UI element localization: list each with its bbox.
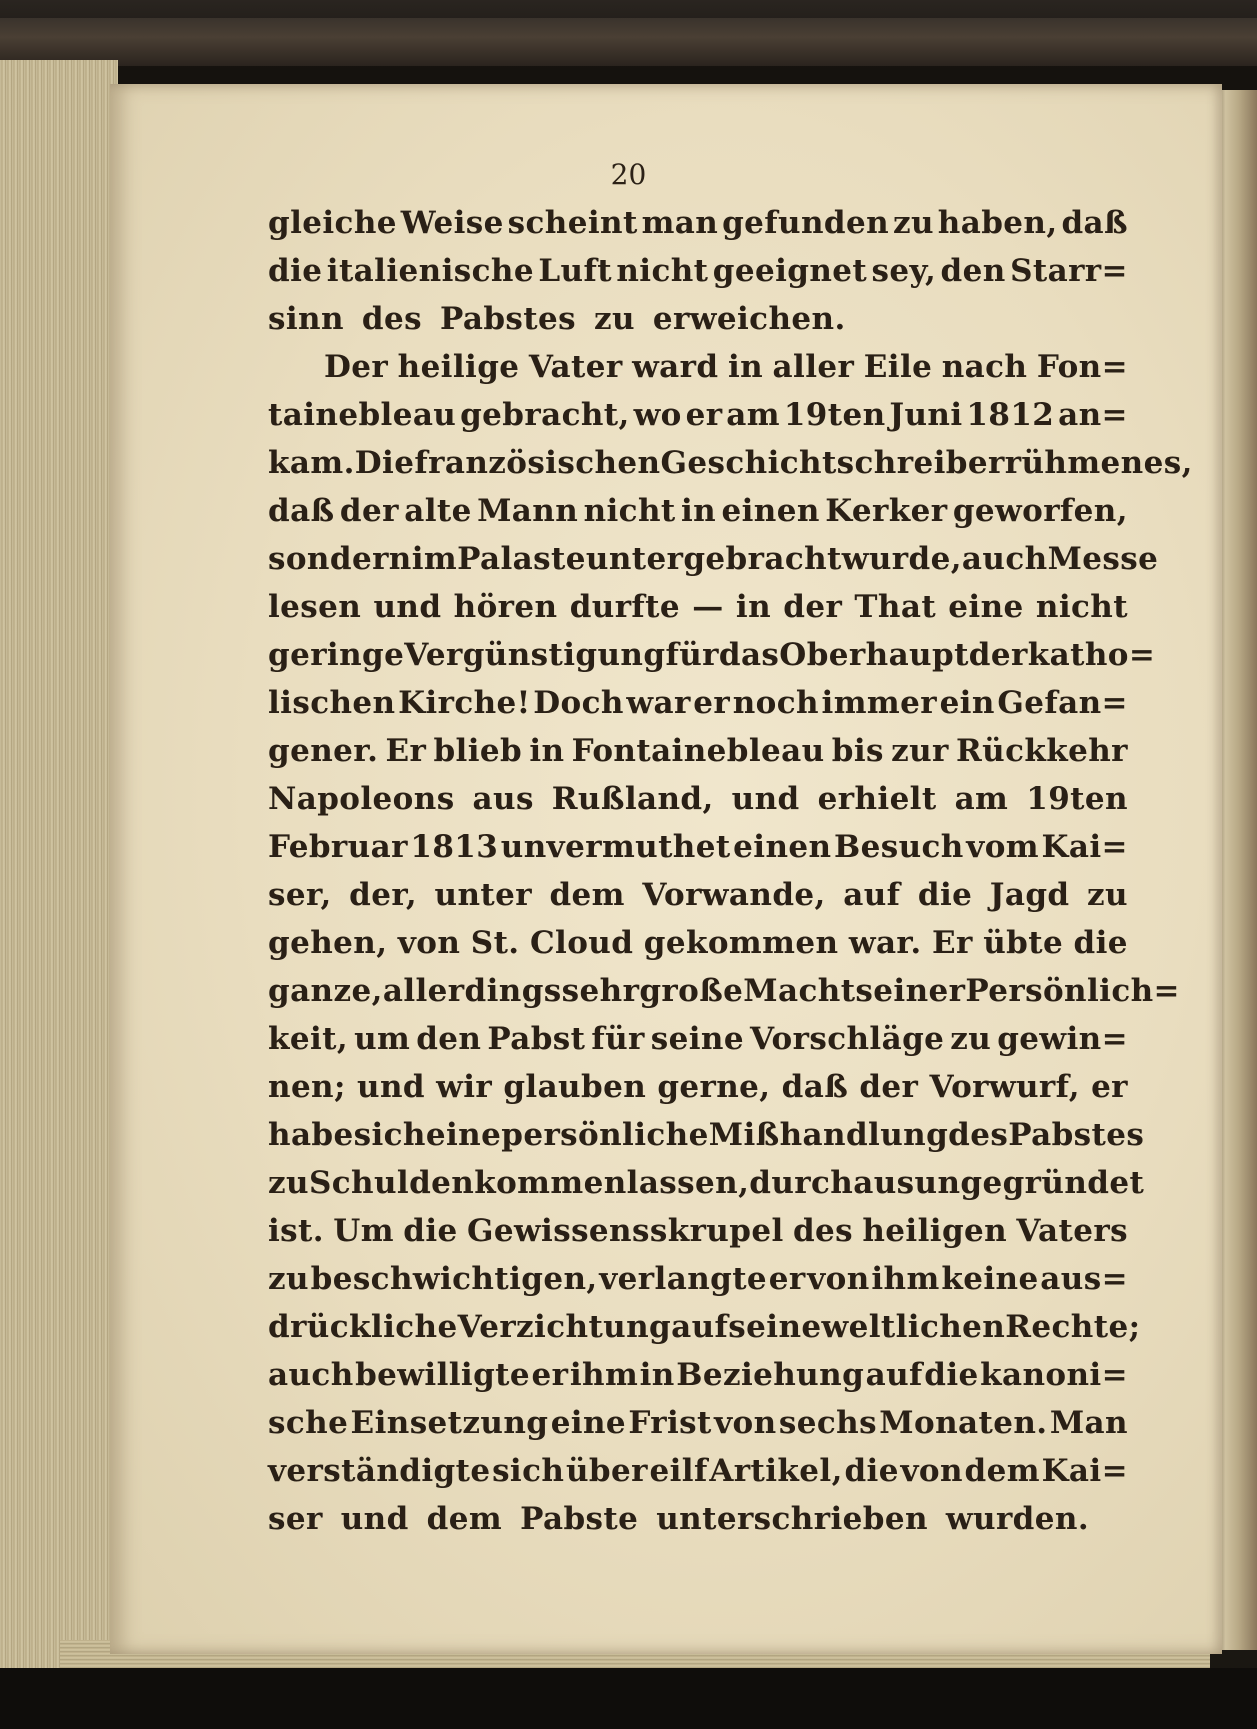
word: durchaus	[749, 1165, 915, 1201]
word: heilige	[397, 349, 520, 385]
word: allerdings	[382, 973, 562, 1009]
word: Kai=	[1041, 1453, 1128, 1489]
word: ser,	[268, 877, 332, 913]
word: auch	[961, 541, 1048, 577]
word: Weise	[400, 205, 504, 241]
word: französischen	[414, 445, 661, 481]
word: Mann	[477, 493, 579, 529]
word: Vaters	[1016, 1213, 1128, 1249]
word: für	[665, 637, 719, 673]
word: in	[727, 349, 764, 385]
word: Er	[385, 733, 427, 769]
word: kanoni=	[980, 1357, 1128, 1393]
word: Der	[324, 349, 389, 385]
word: er	[693, 685, 731, 721]
word: sechs	[778, 1405, 877, 1441]
word: im	[411, 541, 458, 577]
word: Eile	[863, 349, 933, 385]
word: verständigte	[268, 1453, 491, 1489]
word: keine	[941, 1261, 1039, 1297]
word: alte	[404, 493, 472, 529]
word: nicht	[583, 493, 676, 529]
word: Pabst	[487, 1021, 586, 1057]
word: nicht	[616, 253, 709, 289]
text-line	[268, 925, 1128, 973]
word: unter	[434, 877, 532, 913]
word: gleiche	[268, 205, 397, 241]
word: Gewissensskrupel	[466, 1213, 784, 1249]
word: scheint	[507, 205, 638, 241]
word: —	[692, 589, 724, 625]
word: und	[373, 589, 442, 625]
word: nen;	[268, 1069, 346, 1105]
word: Pabstes	[439, 301, 576, 337]
word: Jagd	[989, 877, 1070, 913]
word: Rußland,	[551, 781, 714, 817]
word: den	[940, 253, 1006, 289]
word: Vorschläge	[749, 1021, 945, 1057]
word: 1813	[410, 829, 499, 865]
word: Doch	[533, 685, 624, 721]
word: nach	[941, 349, 1028, 385]
text-line	[268, 589, 1128, 637]
word: noch	[732, 685, 819, 721]
word: Pabste	[520, 1501, 639, 1537]
word: Die	[354, 445, 415, 481]
word: seine	[650, 1021, 744, 1057]
word: dem	[549, 877, 625, 913]
word: eine	[948, 589, 1024, 625]
word: Messe	[1047, 541, 1159, 577]
word: kam.	[268, 445, 355, 481]
word: italienische	[326, 253, 534, 289]
word: 19ten	[1026, 781, 1128, 817]
word: unvermuthet	[500, 829, 731, 865]
word: Fontainebleau	[571, 733, 825, 769]
word: auch	[268, 1357, 354, 1393]
word: Cloud	[529, 925, 634, 961]
word: Palaste	[457, 541, 586, 577]
word: aus=	[1040, 1261, 1128, 1297]
word: Pabstes	[1008, 1117, 1145, 1153]
word: Gefan=	[997, 685, 1128, 721]
text-line	[268, 1309, 1141, 1357]
word: in	[639, 1357, 675, 1393]
word: auf	[671, 1309, 729, 1345]
word: lesen	[268, 589, 362, 625]
word: Kerker	[825, 493, 948, 529]
word: Kai=	[1041, 829, 1128, 865]
text-line	[268, 781, 1128, 829]
word: zu	[892, 205, 934, 241]
word: nicht	[1035, 589, 1128, 625]
body-text	[268, 205, 1193, 1549]
word: aller	[772, 349, 855, 385]
word: 19ten	[783, 397, 886, 433]
word: und	[731, 781, 800, 817]
word: war.	[848, 925, 922, 961]
word: Besuch	[834, 829, 964, 865]
word: der	[783, 589, 843, 625]
text-line	[268, 1357, 1128, 1405]
page-edges-left	[0, 60, 118, 1670]
text-line	[268, 1453, 1128, 1501]
word: Rechte;	[1005, 1309, 1141, 1345]
text-line	[268, 1501, 1128, 1549]
word: daß	[781, 1069, 849, 1105]
word: wurden.	[945, 1501, 1090, 1537]
text-line	[268, 685, 1128, 733]
word: den	[416, 1021, 482, 1057]
word: hören	[453, 589, 558, 625]
word: immer	[821, 685, 937, 721]
word: es,	[1143, 445, 1193, 481]
word: untergebracht	[585, 541, 842, 577]
word: rühmen	[1004, 445, 1144, 481]
word: ist.	[268, 1213, 324, 1249]
word: Beziehung	[676, 1357, 865, 1393]
word: ein	[939, 685, 995, 721]
word: seiner	[855, 973, 966, 1009]
word: um	[354, 1021, 411, 1057]
word: ward	[632, 349, 719, 385]
word: daß	[268, 493, 335, 529]
text-line	[268, 397, 1128, 445]
word: zu	[593, 301, 635, 337]
word: tainebleau	[268, 397, 457, 433]
word: dem	[964, 1453, 1040, 1489]
word: Macht	[743, 973, 856, 1009]
word: die	[403, 1213, 458, 1249]
word: ser	[268, 1501, 323, 1537]
word: dem	[426, 1501, 503, 1537]
word: zu	[1087, 877, 1128, 913]
word: der	[339, 493, 399, 529]
word: über	[565, 1453, 648, 1489]
text-line	[268, 301, 1128, 349]
word: Mißhandlung	[708, 1117, 949, 1153]
word: lischen	[268, 685, 396, 721]
word: zu	[950, 1021, 992, 1057]
word: zu	[268, 1165, 309, 1201]
text-line	[268, 1405, 1128, 1453]
word: wo	[633, 397, 682, 433]
word: unterschrieben	[656, 1501, 928, 1537]
word: Er	[931, 925, 973, 961]
word: und	[340, 1501, 409, 1537]
word: vom	[966, 829, 1039, 865]
word: keit,	[268, 1021, 349, 1057]
word: die	[1073, 925, 1128, 961]
word: weltlichen	[821, 1309, 1006, 1345]
word: gener.	[268, 733, 379, 769]
word: Monaten.	[879, 1405, 1048, 1441]
text-line	[268, 253, 1128, 301]
word: haben,	[937, 205, 1058, 241]
word: Schulden	[308, 1165, 475, 1201]
word: bewilligte	[355, 1357, 531, 1393]
word: eine	[425, 1117, 502, 1153]
word: drückliche	[268, 1309, 458, 1345]
word: zu	[268, 1261, 309, 1297]
word: Kirche!	[398, 685, 531, 721]
word: der,	[349, 877, 418, 913]
word: sondern	[268, 541, 412, 577]
word: Artikel,	[709, 1453, 843, 1489]
text-line	[268, 1021, 1128, 1069]
word: geringe	[268, 637, 405, 673]
word: die	[924, 1357, 979, 1393]
word: ihm	[569, 1357, 639, 1393]
word: einen	[733, 829, 832, 865]
word: sinn	[268, 301, 344, 337]
word: von	[714, 1405, 777, 1441]
word: Persönlich=	[965, 973, 1180, 1009]
word: die	[917, 877, 973, 913]
word: große	[639, 973, 744, 1009]
word: Vorwande,	[642, 877, 826, 913]
word: That	[854, 589, 937, 625]
word: sey,	[871, 253, 937, 289]
word: Vergünstigung	[404, 637, 666, 673]
word: zur	[891, 733, 949, 769]
word: katho=	[1027, 637, 1156, 673]
word: Februar	[268, 829, 408, 865]
word: kommen	[474, 1165, 627, 1201]
word: das	[718, 637, 780, 673]
word: Man	[1049, 1405, 1128, 1441]
word: man	[641, 205, 719, 241]
word: erweichen.	[652, 301, 846, 337]
word: Vater	[528, 349, 623, 385]
text-line	[268, 349, 1128, 397]
word: der	[859, 1069, 919, 1105]
text-line	[268, 637, 1156, 685]
text-line	[268, 541, 1159, 589]
word: eine	[550, 1405, 627, 1441]
word: Vorwurf,	[929, 1069, 1080, 1105]
word: Luft	[538, 253, 612, 289]
word: lassen,	[626, 1165, 750, 1201]
word: war	[626, 685, 691, 721]
word: persönliche	[501, 1117, 709, 1153]
word: an=	[1058, 397, 1128, 433]
word: sehr	[561, 973, 640, 1009]
word: ungegründet	[914, 1165, 1145, 1201]
word: gefunden	[722, 205, 890, 241]
word: St.	[470, 925, 520, 961]
word: Verzichtung	[457, 1309, 672, 1345]
word: sich	[492, 1453, 565, 1489]
word: Um	[333, 1213, 394, 1249]
text-line	[268, 493, 1128, 541]
word: von	[397, 925, 461, 961]
word: er	[685, 397, 723, 433]
text-line	[268, 1213, 1128, 1261]
word: wurde,	[841, 541, 962, 577]
word: Geschichtschreiber	[660, 445, 1005, 481]
word: verlangte	[599, 1261, 768, 1297]
word: gekommen	[643, 925, 839, 961]
page-number: 20	[610, 158, 647, 191]
word: für	[591, 1021, 645, 1057]
word: am	[726, 397, 780, 433]
text-line	[268, 205, 1128, 253]
word: Oberhaupt	[779, 637, 969, 673]
word: auf	[843, 877, 901, 913]
word: auf	[865, 1357, 923, 1393]
word: einen	[721, 493, 820, 529]
word: daß	[1061, 205, 1128, 241]
background-bottom	[0, 1668, 1257, 1729]
word: der	[968, 637, 1028, 673]
word: 1812	[966, 397, 1055, 433]
word: gehen,	[268, 925, 388, 961]
word: blieb	[433, 733, 523, 769]
word: beschwichtigen,	[310, 1261, 598, 1297]
book-cover-top	[0, 18, 1257, 66]
word: erhielt	[817, 781, 937, 817]
text-line	[268, 1261, 1128, 1309]
text-line	[268, 973, 1180, 1021]
word: geeignet	[712, 253, 868, 289]
word: glauben	[503, 1069, 647, 1105]
word: des	[792, 1213, 854, 1249]
word: heiligen	[862, 1213, 1008, 1249]
word: habe	[268, 1117, 354, 1153]
word: gerne,	[657, 1069, 771, 1105]
word: am	[954, 781, 1009, 817]
word: von	[807, 1261, 870, 1297]
word: in	[529, 733, 565, 769]
text-line	[268, 445, 1193, 493]
text-line	[268, 1069, 1128, 1117]
word: er	[1091, 1069, 1128, 1105]
word: übte	[983, 925, 1064, 961]
word: Napoleons	[268, 781, 455, 817]
word: in	[681, 493, 717, 529]
word: von	[900, 1453, 963, 1489]
word: geworfen,	[952, 493, 1128, 529]
text-line	[268, 877, 1128, 925]
word: seine	[728, 1309, 822, 1345]
word: Fon=	[1036, 349, 1128, 385]
word: Starr=	[1010, 253, 1128, 289]
text-line	[268, 829, 1128, 877]
word: bis	[831, 733, 884, 769]
word: Rückkehr	[955, 733, 1128, 769]
word: Juni	[889, 397, 963, 433]
word: aus	[472, 781, 534, 817]
word: die	[844, 1453, 899, 1489]
text-line	[268, 1117, 1145, 1165]
word: die	[268, 253, 323, 289]
word: er	[768, 1261, 806, 1297]
word: er	[531, 1357, 569, 1393]
text-line	[268, 733, 1128, 781]
word: in	[735, 589, 772, 625]
word: Frist	[628, 1405, 712, 1441]
word: wir	[436, 1069, 493, 1105]
word: gewin=	[997, 1021, 1128, 1057]
word: Einsetzung	[350, 1405, 549, 1441]
word: eilf	[649, 1453, 708, 1489]
word: ganze,	[268, 973, 383, 1009]
word: sche	[268, 1405, 349, 1441]
word: des	[948, 1117, 1009, 1153]
word: durfte	[569, 589, 681, 625]
word: gebracht,	[460, 397, 630, 433]
word: ihm	[871, 1261, 940, 1297]
word: und	[357, 1069, 425, 1105]
word: sich	[353, 1117, 426, 1153]
text-line	[268, 1165, 1145, 1213]
word: des	[361, 301, 422, 337]
